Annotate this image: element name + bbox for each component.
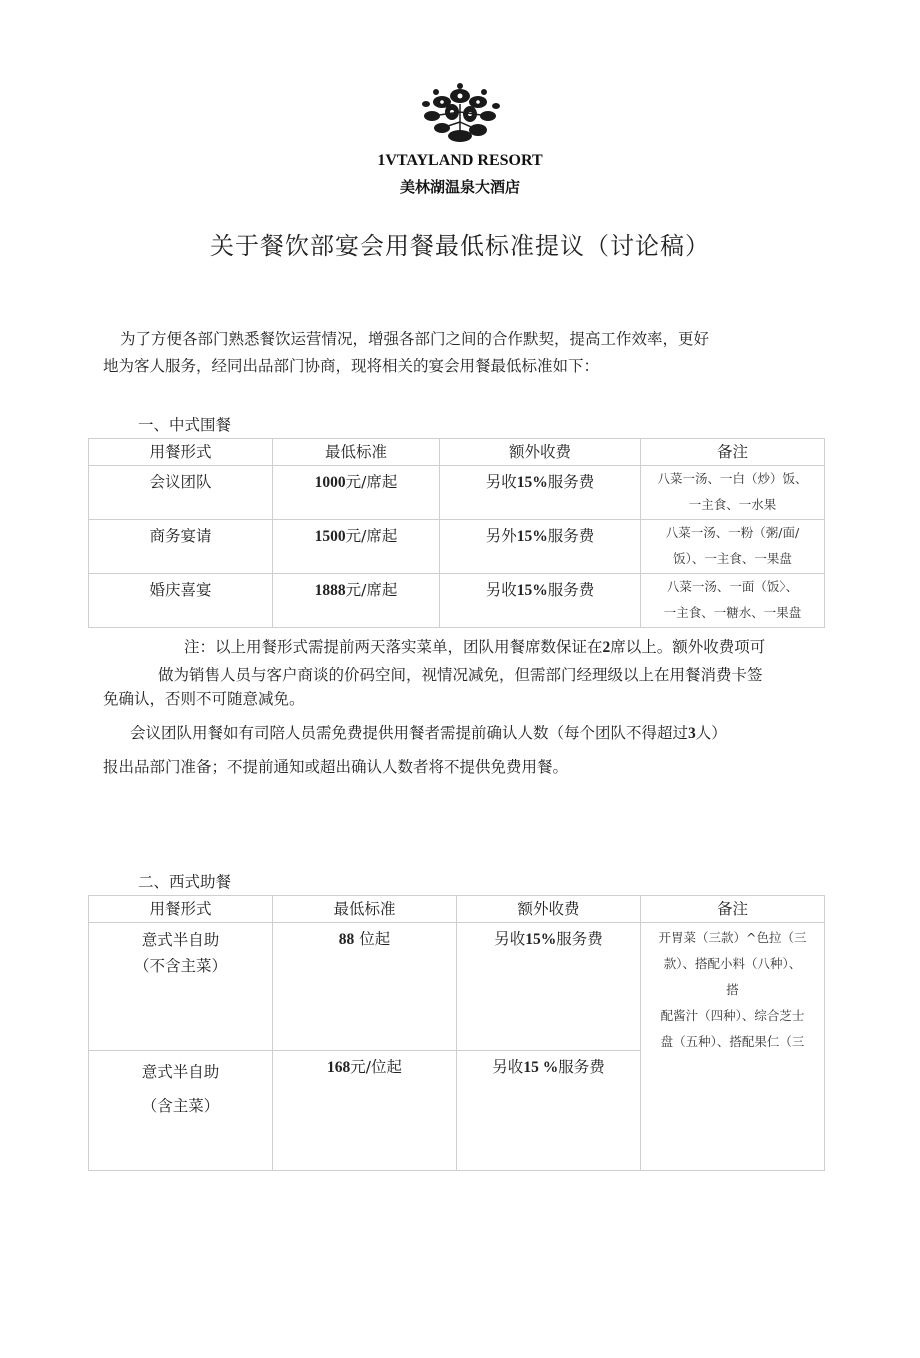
minimum-unit: 元/席起 [345, 527, 398, 545]
table-row [89, 923, 825, 1051]
row-extra-fee [457, 923, 641, 1051]
table-row [89, 466, 825, 520]
note-text: 会议团队用餐如有司陪人员需免费提供用餐者需提前确认人数（每个团队不得超过 [130, 724, 689, 742]
section-1-heading: 一、中式围餐 [138, 416, 232, 434]
row-extra-fee [440, 520, 641, 574]
resort-name-cn: 美林湖温泉大酒店 [399, 178, 520, 196]
note-number: 2 [602, 639, 611, 656]
table-row [89, 574, 825, 628]
extra-suffix: 服务费 [547, 473, 595, 491]
remark-line: 一主食、一糖水、一果盘 [663, 605, 802, 620]
extra-prefix: 另收 [485, 581, 517, 599]
extra-percent: 15% [525, 931, 557, 948]
col-header-form: 用餐形式 [89, 439, 273, 466]
western-buffet-table [88, 895, 825, 1171]
extra-prefix: 另外 [485, 527, 517, 545]
note-line-2: 做为销售人员与客户商谈的价码空间，视情况减免，但需部门经理级以上在用餐消费卡签 [158, 666, 763, 684]
extra-percent: 15% [516, 528, 548, 545]
col-header-minimum: 最低标准 [273, 439, 440, 466]
row-remarks [641, 466, 825, 520]
col-header-form: 用餐形式 [89, 896, 273, 923]
remark-line: 开胃菜（三款）^色拉（三 [658, 930, 807, 945]
resort-logo [412, 82, 508, 148]
row-form: 会议团队 [89, 466, 273, 520]
resort-name-en: 1VTAYLAND RESORT [377, 152, 543, 169]
row-form [89, 1051, 273, 1171]
row-extra-fee [457, 1051, 641, 1171]
remark-line: 盘（五种）、搭配果仁（三 [660, 1034, 805, 1049]
note-text: 注：以上用餐形式需提前两天落实菜单，团队用餐席数保证在 [184, 638, 603, 656]
minimum-unit: 元/位起 [350, 1058, 402, 1076]
remark-line: 八菜一汤、一粉（粥/面/ [665, 525, 800, 540]
remark-line: 八菜一汤、一面（饭〉、 [666, 579, 799, 594]
form-line: 意式半自助 [141, 931, 220, 949]
minimum-amount: 168 [327, 1059, 351, 1076]
col-header-remarks: 备注 [641, 896, 825, 923]
form-line: （不含主菜） [133, 957, 227, 975]
note-line-1 [184, 636, 765, 659]
remark-line: 配酱汁（四种）、综合芝士 [660, 1008, 805, 1023]
remark-line: 一主食、一水果 [688, 497, 777, 512]
minimum-unit: 元/席起 [345, 581, 398, 599]
col-header-extra-fee: 额外收费 [440, 439, 641, 466]
row-minimum [273, 466, 440, 520]
minimum-unit: 位起 [354, 930, 391, 948]
row-form: 商务宴请 [89, 520, 273, 574]
minimum-unit: 元/席起 [345, 473, 398, 491]
remark-line: 饭）、一主食、一果盘 [673, 551, 792, 566]
intro-line-1: 为了方便各部门熟悉餐饮运营情况，增强各部门之间的合作默契，提高工作效率，更好 [120, 330, 710, 348]
extra-suffix: 服务费 [558, 1058, 605, 1076]
section-2-heading: 二、西式助餐 [138, 873, 232, 891]
note-line-4 [130, 722, 727, 745]
intro-line-2: 地为客人服务，经同出品部门协商，现将相关的宴会用餐最低标准如下： [103, 357, 600, 375]
row-form: 婚庆喜宴 [89, 574, 273, 628]
row-remarks [641, 923, 825, 1171]
minimum-amount: 1888 [314, 582, 346, 599]
row-form [89, 923, 273, 1051]
extra-prefix: 另收 [485, 473, 517, 491]
col-header-remarks: 备注 [641, 439, 825, 466]
chinese-banquet-table [88, 438, 825, 628]
minimum-amount: 1000 [314, 474, 346, 491]
note-line-5: 报出品部门准备；不提前通知或超出确认人数者将不提供免费用餐。 [103, 758, 569, 776]
row-minimum [273, 574, 440, 628]
col-header-minimum: 最低标准 [273, 896, 457, 923]
remark-line: 搭 [726, 982, 739, 997]
row-minimum [273, 1051, 457, 1171]
minimum-amount: 88 [338, 931, 355, 948]
note-line-3: 免确认，否则不可随意减免。 [103, 690, 305, 708]
table-header-row [89, 439, 825, 466]
form-line: （含主菜） [141, 1097, 220, 1115]
extra-suffix: 服务费 [547, 581, 595, 599]
extra-percent: 15% [516, 474, 548, 491]
remark-line: 款）、搭配小料（八种）、 [663, 956, 802, 971]
row-extra-fee [440, 466, 641, 520]
document-title: 关于餐饮部宴会用餐最低标准提议（讨论稿） [210, 232, 710, 260]
table-row [89, 520, 825, 574]
minimum-amount: 1500 [314, 528, 346, 545]
note-text: 人） [695, 724, 727, 742]
row-minimum [273, 923, 457, 1051]
row-remarks [641, 520, 825, 574]
extra-prefix: 另收 [494, 930, 526, 948]
form-line: 意式半自助 [141, 1063, 220, 1081]
note-number: 3 [688, 725, 696, 742]
extra-percent: 15% [516, 582, 548, 599]
row-minimum [273, 520, 440, 574]
extra-suffix: 服务费 [556, 930, 603, 948]
row-remarks [641, 574, 825, 628]
col-header-extra-fee: 额外收费 [457, 896, 641, 923]
row-extra-fee [440, 574, 641, 628]
extra-percent: 15 % [523, 1059, 559, 1076]
table-header-row [89, 896, 825, 923]
remark-line: 八菜一汤、一白（炒）饭、 [657, 471, 808, 486]
extra-prefix: 另收 [492, 1058, 524, 1076]
extra-suffix: 服务费 [547, 527, 595, 545]
note-text: 席以上。额外收费项可 [610, 638, 766, 656]
